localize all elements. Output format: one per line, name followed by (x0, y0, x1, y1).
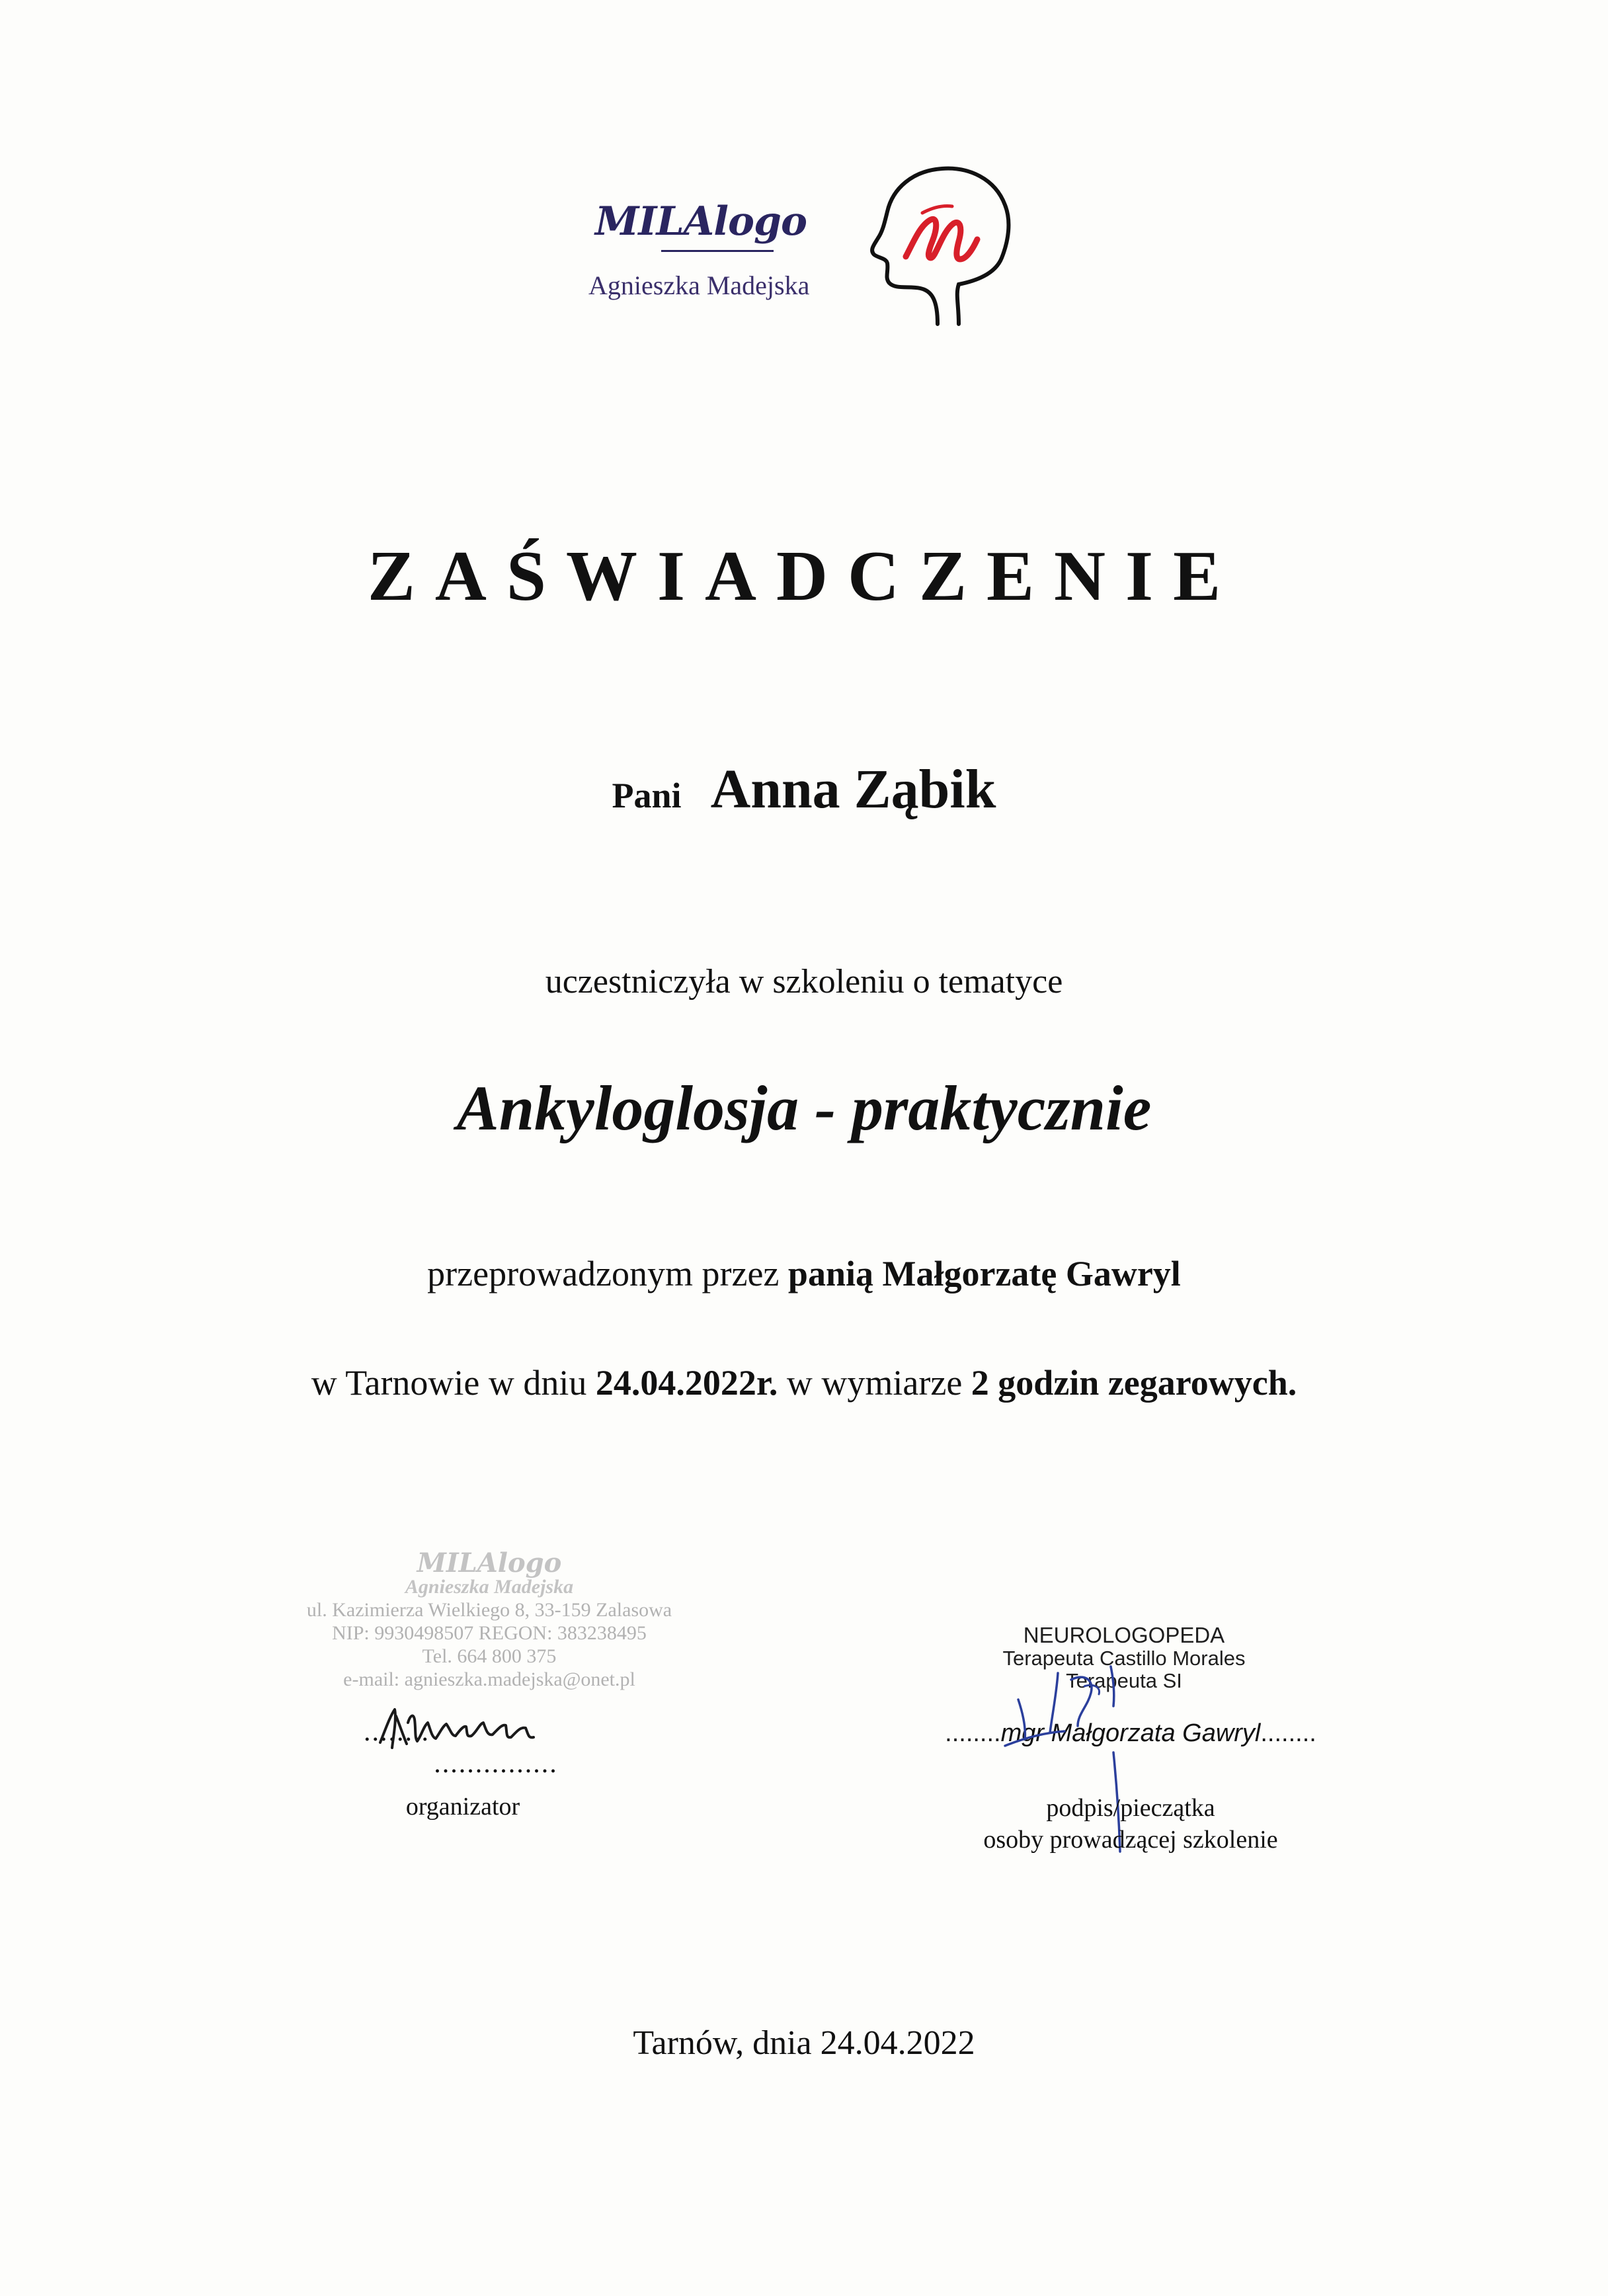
organizer-stamp (284, 1547, 694, 1691)
training-topic: Ankyloglosja - praktycznie (456, 1073, 1152, 1143)
trainer-name: panią Małgorzatę Gawryl (787, 1254, 1181, 1293)
trainer-dots-left: ........ (945, 1719, 1001, 1747)
details-middle: w wymiarze (778, 1363, 971, 1403)
organizer-label: organizator (405, 1793, 520, 1821)
company-logo (582, 159, 1018, 357)
training-details-line (0, 1362, 1608, 1403)
caption-line-2: osoby prowadzącej szkolenie (983, 1826, 1278, 1854)
stamp-email: e-mail: agnieszka.madejska@onet.pl (343, 1668, 635, 1690)
trainer-dots-right: ........ (1260, 1719, 1316, 1747)
training-date: 24.04.2022r. (595, 1363, 778, 1403)
logo-owner-text: Agnieszka Madejska (588, 270, 810, 300)
recipient-name: Anna Ząbik (710, 758, 996, 820)
stamp-ids: NIP: 9930498507 REGON: 383238495 (332, 1622, 647, 1644)
details-prefix: w Tarnowie w dniu (311, 1363, 596, 1403)
stamp-specialty-2: Terapeuta SI (1066, 1669, 1182, 1692)
training-duration: 2 godzin zegarowych. (971, 1363, 1297, 1403)
conducted-by-line (0, 1253, 1608, 1294)
stamp-brand: MILAlogo (417, 1547, 562, 1578)
participation-text: uczestniczyła w szkoleniu o tematyce (545, 963, 1063, 1001)
organizer-signature (367, 1690, 579, 1762)
stamp-phone: Tel. 664 800 375 (422, 1645, 557, 1667)
stamp-title: NEUROLOGOPEDA (1023, 1623, 1225, 1647)
trainer-stamp-name: mgr Małgorzata Gawryl (1000, 1719, 1261, 1747)
document-title: ZAŚWIADCZENIE (367, 537, 1241, 616)
dots-right: ............... (434, 1748, 558, 1779)
recipient-salutation: Pani (612, 776, 682, 815)
head-profile-icon (860, 159, 1018, 331)
stamp-address: ul. Kazimierza Wielkiego 8, 33-159 Zalasowa (306, 1599, 672, 1621)
dots-left: ........ (364, 1717, 430, 1747)
recipient-line (0, 757, 1608, 821)
logo-underline (661, 250, 774, 252)
trainer-signature-caption (919, 1792, 1342, 1856)
conducted-prefix: przeprowadzonym przez (427, 1254, 788, 1293)
stamp-specialty-1: Terapeuta Castillo Morales (1002, 1647, 1246, 1670)
logo-brand-text: MILAlogo (595, 198, 807, 245)
stamp-owner: Agnieszka Madejska (405, 1576, 574, 1598)
place-and-date: Tarnów, dnia 24.04.2022 (633, 2024, 975, 2062)
caption-line-1: podpis/pieczątka (1046, 1794, 1215, 1822)
